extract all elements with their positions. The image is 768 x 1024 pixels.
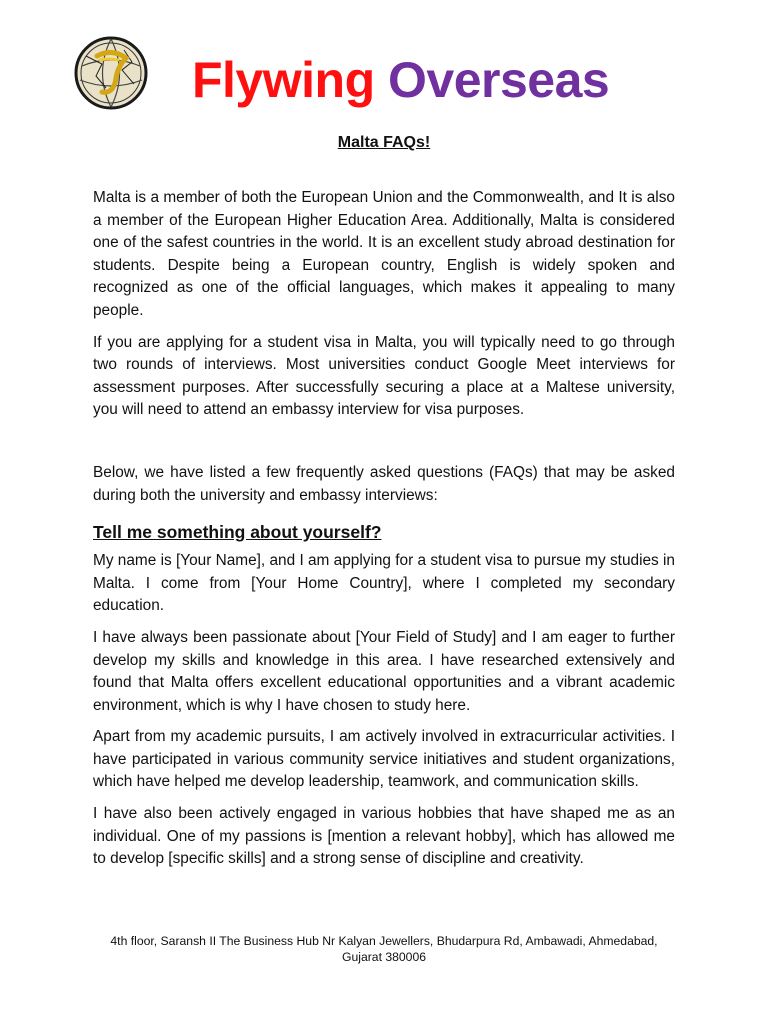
intro-paragraph: Malta is a member of both the European Union and the Commonwealth, and It is also a member of the European Higher Education Area. Additionally, Malta is considered one of the safest countries in the world. It is an excellent study abroad destination for students. Despite being a European country, English is widely spoken and recognized as one of the official languages, which makes it appealing to many people. [93,189,675,319]
answer-paragraph: Apart from my academic pursuits, I am actively involved in extracurricular activities. I have participated in various community service initiatives and student organizations, which have helped me develop leadership, teamwork, and communication skills. [93,728,675,791]
answer-paragraph: My name is [Your Name], and I am applying for a student visa to pursue my studies in Malta. I come from [Your Home Country], where I completed my secondary education. [93,552,675,615]
footer-address-line-2: Gujarat 380006 [341,950,427,964]
intro-paragraph: Below, we have listed a few frequently asked questions (FAQs) that may be asked during both the university and embassy interviews: [93,463,675,504]
brand-title [192,50,609,110]
question-heading: Tell me something about yourself? [93,522,382,543]
document-body [93,187,675,871]
answer-paragraph: I have always been passionate about [Your Field of Study] and I am eager to further develop my skills and knowledge in this area. I have researched extensively and found that Malta offers excellent educational opportunities and a vibrant academic environment, which is why I have chosen to study here. [93,628,675,714]
answer-paragraph: I have also been actively engaged in various hobbies that have shaped me as an individual. One of my passions is [mention a relevant hobby], which has allowed me to develop [specific skills] and a strong sense of discipline and creativity. [93,805,675,868]
brand-word-flywing: Flywing [192,52,375,108]
document-title: Malta FAQs! [337,134,431,151]
footer-address [0,933,768,965]
footer-address-line-1: 4th floor, Saransh II The Business Hub Nr Kalyan Jewellers, Bhudarpura Rd, Ambawadi, Ahmedabad, [110,934,658,948]
brand-word-overseas: Overseas [388,52,610,108]
globe-swirl-logo-icon [72,36,150,110]
intro-paragraph: If you are applying for a student visa in Malta, you will typically need to go through two rounds of interviews. Most universities conduct Google Meet interviews for assessment purposes. After successfully securing a place at a Maltese university, you will need to attend an embassy interview for visa purposes. [93,333,675,419]
